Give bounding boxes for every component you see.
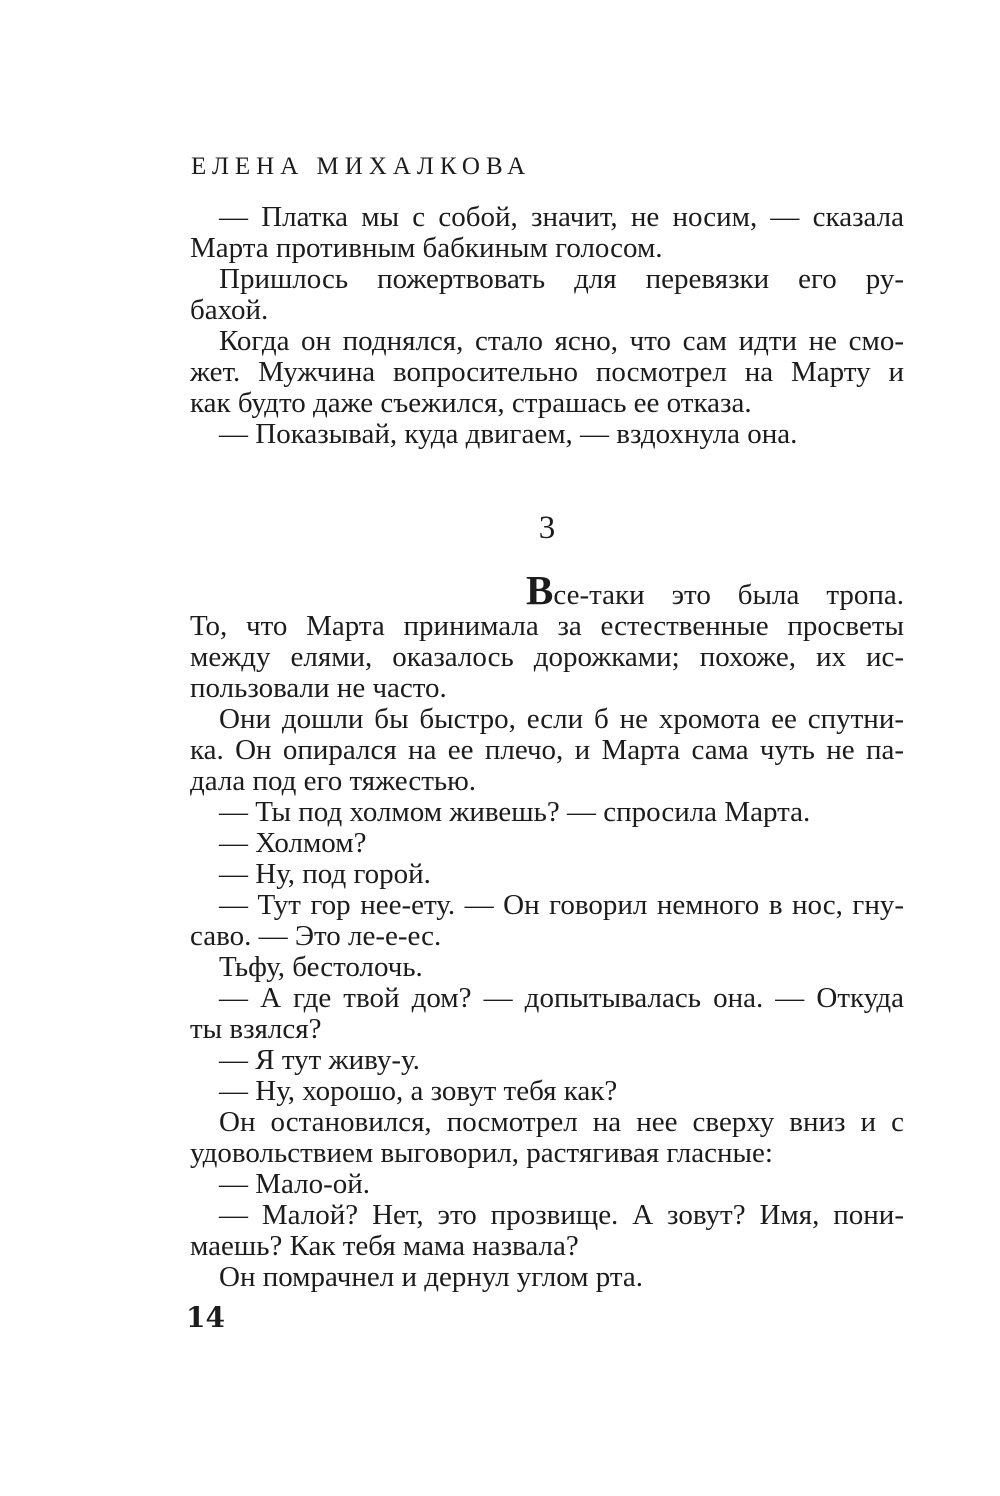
text-line: — Холмом?	[219, 827, 367, 859]
text-line: — Тут гор нее-ету. — Он говорил немного в нос, гну-	[219, 889, 904, 921]
text-section-after-chapter	[190, 567, 904, 1293]
text-line: — Ну, под горой.	[219, 858, 431, 890]
author-header: ЕЛЕНА МИХАЛКОВА	[191, 153, 532, 180]
text-line: — Ну, хорошо, а зовут тебя как?	[219, 1075, 618, 1107]
text-line: саво. — Это ле-е-ес.	[190, 920, 442, 952]
text-line: между елями, оказалось дорожками; похоже, их ис-	[190, 641, 904, 673]
text-line: пользовали не часто.	[190, 672, 447, 704]
text-line: — Показывай, куда двигаем, — вздохнула она.	[219, 418, 798, 450]
text-line: Марта противным бабкиным голосом.	[190, 232, 663, 264]
text-line: Они дошли бы быстро, если б не хромота ее спутни-	[219, 703, 904, 735]
text-line: как будто даже съежился, страшась ее отказа.	[190, 387, 752, 419]
text-line: Он помрачнел и дернул углом рта.	[219, 1261, 644, 1293]
text-line: ты взялся?	[190, 1013, 322, 1045]
chapter-number: 3	[538, 510, 556, 546]
opening-line-text: се-таки это была тропа.	[553, 579, 904, 611]
text-line: — Малой? Нет, это прозвище. А зовут? Имя, пони-	[219, 1199, 904, 1231]
chapter-opening-line	[190, 567, 904, 613]
chapter-body-lines	[190, 611, 904, 1293]
text-line: бахой.	[190, 294, 269, 326]
text-line: — А где твой дом? — допытывалась она. — Откуда	[219, 982, 904, 1014]
text-line: — Ты под холмом живешь? — спросила Марта.	[219, 796, 811, 828]
text-line: жет. Мужчина вопросительно посмотрел на Марту и	[190, 356, 904, 388]
text-line: Когда он поднялся, стало ясно, что сам идти не смо-	[219, 325, 904, 357]
text-line: — Мало-ой.	[219, 1168, 371, 1200]
text-line: удовольствием выговорил, растягивая гласные:	[190, 1137, 773, 1169]
text-line: — Платка мы с собой, значит, не носим, — сказала	[219, 201, 904, 233]
text-section-before-chapter	[190, 202, 904, 450]
page-number: 14	[186, 1301, 225, 1334]
text-line: маешь? Как тебя мама назвала?	[190, 1230, 579, 1262]
text-line: дала под его тяжестью.	[190, 765, 477, 797]
text-line: Тьфу, бестолочь.	[219, 951, 423, 983]
text-line: — Я тут живу-у.	[219, 1044, 420, 1076]
text-line: Он остановился, посмотрел на нее сверху вниз и с	[219, 1106, 904, 1138]
text-line: ка. Он опирался на ее плечо, и Марта сама чуть не па-	[190, 734, 904, 766]
text-line: Пришлось пожертвовать для перевязки его ру-	[219, 263, 904, 295]
text-line: То, что Марта принимала за естественные просветы	[190, 610, 904, 642]
initial-capital: В	[526, 567, 554, 613]
